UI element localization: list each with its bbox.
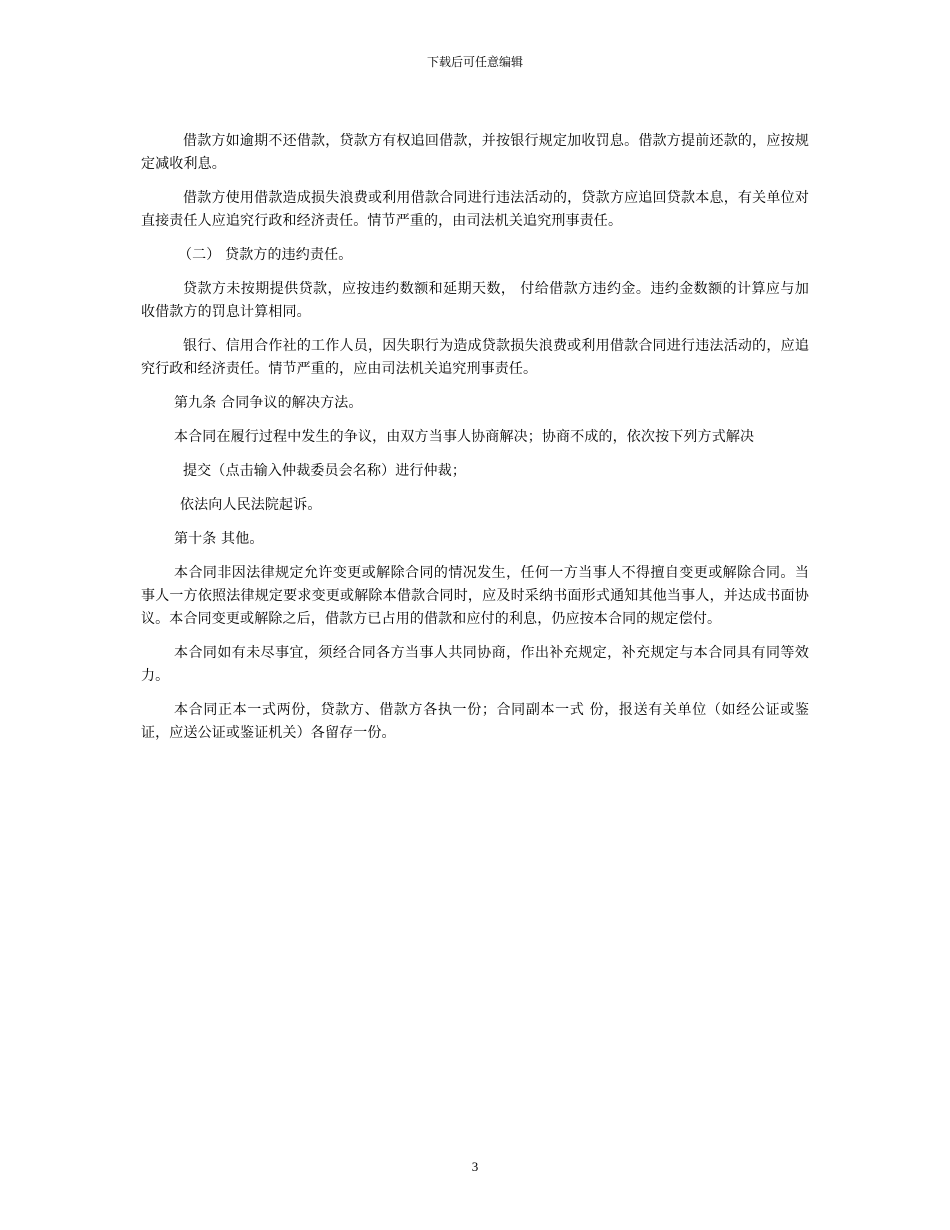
paragraph-dispute-resolution: 本合同在履行过程中发生的争议，由双方当事人协商解决；协商不成的，依次按下列方式解决 bbox=[174, 429, 755, 445]
list-item-arbitration: 提交（点击输入仲裁委员会名称）进行仲裁； bbox=[183, 463, 466, 479]
paragraph-supplementary-terms: 本合同如有未尽事宜，须经合同各方当事人共同协商，作出补充规定，补充规定与本合同具有同等效力。 bbox=[141, 645, 809, 684]
section-heading-lender-liability: （二） 贷款方的违约责任。 bbox=[178, 247, 353, 263]
page-number: 3 bbox=[471, 1159, 479, 1174]
paragraph-borrower-misuse: 借款方使用借款造成损失浪费或利用借款合同进行违法活动的，贷款方应追回贷款本息，有关单位对直接责任人应追究行政和经济责任。情节严重的，由司法机关追究刑事责任。 bbox=[141, 190, 809, 229]
paragraph-lender-late-loan: 贷款方未按期提供贷款，应按违约数额和延期天数， 付给借款方违约金。违约金数额的计算应与加收借款方的罚息计算相同。 bbox=[141, 281, 809, 320]
list-item-court: 依法向人民法院起诉。 bbox=[180, 497, 322, 513]
document-body bbox=[141, 130, 809, 756]
paragraph-borrower-overdue: 借款方如逾期不还借款，贷款方有权追回借款，并按银行规定加收罚息。借款方提前还款的，应按规定减收利息。 bbox=[141, 133, 809, 172]
paragraph-copies: 本合同正本一式两份，贷款方、借款方各执一份；合同副本一式 份，报送有关单位（如经公证或鉴证，应送公证或鉴证机关）各留存一份。 bbox=[141, 702, 809, 741]
article-nine-heading: 第九条 合同争议的解决方法。 bbox=[174, 395, 363, 411]
paragraph-bank-staff-liability: 银行、信用合作社的工作人员，因失职行为造成贷款损失浪费或利用借款合同进行违法活动的，应追究行政和经济责任。情节严重的，应由司法机关追究刑事责任。 bbox=[141, 338, 809, 377]
article-ten-heading: 第十条 其他。 bbox=[174, 531, 264, 547]
paragraph-contract-changes: 本合同非因法律规定允许变更或解除合同的情况发生，任何一方当事人不得擅自变更或解除合同。当事人一方依照法律规定要求变更或解除本借款合同时，应及时采纳书面形式通知其他当事人，并达成书面协议。本合同变更或解除之后，借款方已占用的借款和应付的利息，仍应按本合同的规定偿付。 bbox=[141, 565, 809, 627]
page-header: 下载后可任意编辑 bbox=[426, 55, 523, 69]
